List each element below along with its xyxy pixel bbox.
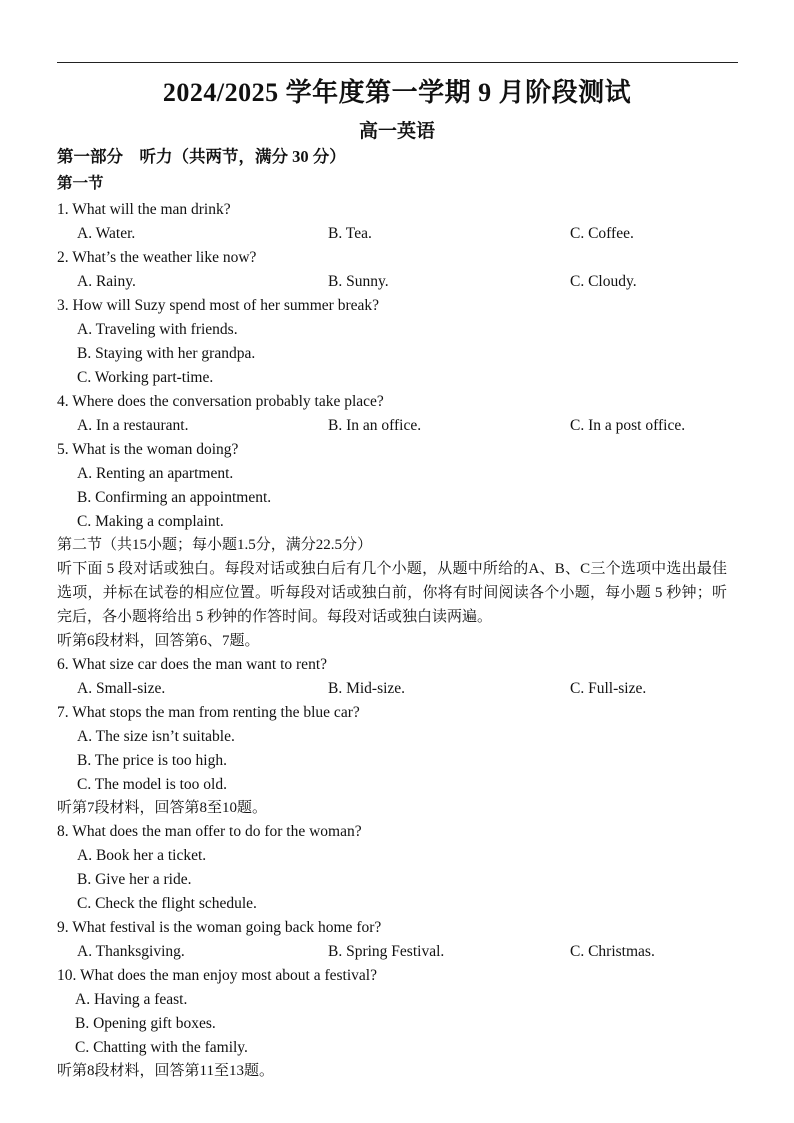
question-4: 4. Where does the conversation probably take place? (57, 393, 384, 410)
q8-option-b: B. Give her a ride. (77, 871, 192, 888)
question-5: 5. What is the woman doing? (57, 441, 239, 458)
question-8: 8. What does the man offer to do for the woman? (57, 823, 362, 840)
question-1: 1. What will the man drink? (57, 201, 231, 218)
q1-option-a: A. Water. (77, 225, 136, 242)
q5-option-c: C. Making a complaint. (77, 513, 224, 530)
q10-option-b: B. Opening gift boxes. (75, 1015, 216, 1032)
q4-option-b: B. In an office. (328, 417, 422, 434)
q7-option-b: B. The price is too high. (77, 752, 227, 769)
q9-option-a: A. Thanksgiving. (77, 943, 185, 960)
q4-option-c: C. In a post office. (570, 417, 686, 434)
q8-option-c: C. Check the flight schedule. (77, 895, 257, 912)
material-7-note: 听第7段材料，回答第8至10题。 (57, 800, 268, 816)
part1-heading: 第一部分 听力（共两节，满分 30 分） (57, 147, 346, 166)
section2-instructions: 听下面 5 段对话或独白。每段对话或独白后有几个小题，从题中所给的A、B、C三个选项中选出最佳选项，并标在试卷的相应位置。听每段对话或独白前，你将有时间阅读各个小题，每小题 5 秒钟；听完后，各小题将给出 5 秒钟的作答时间。每段对话或独白读两遍。 (57, 561, 727, 625)
q3-option-c: C. Working part-time. (77, 369, 214, 386)
q9-option-b: B. Spring Festival. (328, 943, 445, 960)
q9-option-c: C. Christmas. (570, 943, 655, 960)
q5-option-b: B. Confirming an appointment. (77, 489, 272, 506)
q1-option-b: B. Tea. (328, 225, 372, 242)
question-7: 7. What stops the man from renting the blue car? (57, 704, 360, 721)
q1-option-c: C. Coffee. (570, 225, 634, 242)
q7-option-a: A. The size isn’t suitable. (77, 728, 235, 745)
question-6: 6. What size car does the man want to rent? (57, 656, 328, 673)
header-rule (57, 62, 738, 63)
material-8-note: 听第8段材料，回答第11至13题。 (57, 1063, 274, 1079)
q2-option-c: C. Cloudy. (570, 273, 637, 290)
question-9: 9. What festival is the woman going back home for? (57, 919, 382, 936)
material-6-note: 听第6段材料，回答第6、7题。 (57, 633, 260, 649)
q6-option-c: C. Full-size. (570, 680, 647, 697)
section1-heading: 第一节 (57, 175, 104, 192)
q8-option-a: A. Book her a ticket. (77, 847, 207, 864)
q2-option-b: B. Sunny. (328, 273, 389, 290)
q2-option-a: A. Rainy. (77, 273, 136, 290)
q10-option-c: C. Chatting with the family. (75, 1039, 248, 1056)
exam-subject: 高一英语 (358, 121, 435, 142)
q3-option-b: B. Staying with her grandpa. (77, 345, 256, 362)
q10-option-a: A. Having a feast. (75, 991, 188, 1008)
section2-heading: 第二节（共15小题；每小题1.5分，满分22.5分） (57, 537, 373, 553)
q5-option-a: A. Renting an apartment. (77, 465, 234, 482)
question-2: 2. What’s the weather like now? (57, 249, 257, 266)
q4-option-a: A. In a restaurant. (77, 417, 189, 434)
exam-title: 2024/2025 学年度第一学期 9 月阶段测试 (162, 78, 632, 107)
question-3: 3. How will Suzy spend most of her summer break? (57, 297, 379, 314)
q3-option-a: A. Traveling with friends. (77, 321, 238, 338)
q7-option-c: C. The model is too old. (77, 776, 227, 793)
question-10: 10. What does the man enjoy most about a festival? (57, 967, 377, 984)
q6-option-b: B. Mid-size. (328, 680, 406, 697)
q6-option-a: A. Small-size. (77, 680, 166, 697)
